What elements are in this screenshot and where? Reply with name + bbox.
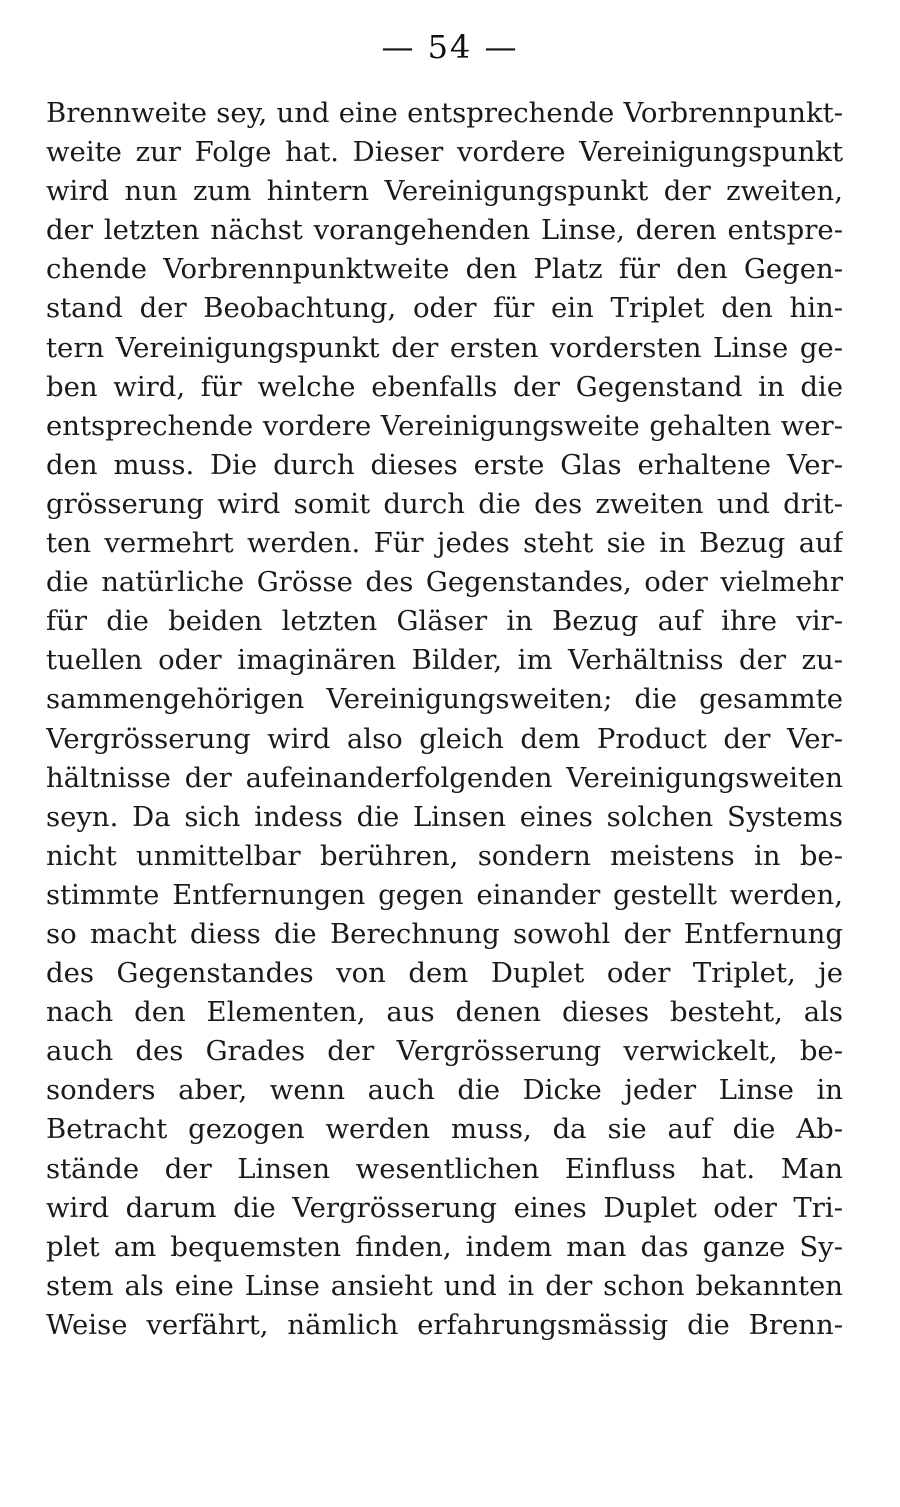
text-line: ten vermehrt werden. Für jedes steht sie in Bezug auf <box>46 527 843 560</box>
text-line: Brennweite sey, und eine entsprechende Vorbrennpunkt- <box>46 97 843 129</box>
text-line: stand der Beobachtung, oder für ein Triplet den hin- <box>46 292 843 325</box>
text-line: des Gegenstandes von dem Duplet oder Triplet, je <box>46 957 843 990</box>
page-number: — 54 — <box>381 28 519 66</box>
text-line: wird darum die Vergrösserung eines Duplet oder Tri- <box>46 1191 843 1224</box>
text-line: tuellen oder imaginären Bilder, im Verhältniss der zu- <box>46 644 843 677</box>
text-line: seyn. Da sich indess die Linsen eines solchen Systems <box>46 800 843 833</box>
text-line: chende Vorbrennpunktweite den Platz für den Gegen- <box>46 253 843 286</box>
body-text <box>46 94 843 1345</box>
text-line: weite zur Folge hat. Dieser vordere Vereinigungspunkt <box>46 136 843 169</box>
text-line: plet am bequemsten finden, indem man das ganze Sy- <box>46 1230 843 1263</box>
text-line: so macht diess die Berechnung sowohl der Entfernung <box>46 917 843 950</box>
text-line: stem als eine Linse ansieht und in der schon bekannten <box>46 1269 843 1302</box>
text-line: nach den Elementen, aus denen dieses besteht, als <box>46 996 843 1029</box>
text-line: für die beiden letzten Gläser in Bezug auf ihre vir- <box>46 605 843 638</box>
text-line: ben wird, für welche ebenfalls der Gegenstand in die <box>46 370 843 403</box>
text-line: wird nun zum hintern Vereinigungspunkt der zweiten, <box>46 175 843 208</box>
text-line: Vergrösserung wird also gleich dem Product der Ver- <box>46 722 843 755</box>
text-line: tern Vereinigungspunkt der ersten vordersten Linse ge- <box>46 331 843 364</box>
text-line: die natürliche Grösse des Gegenstandes, oder vielmehr <box>46 566 843 599</box>
text-line: Weise verfährt, nämlich erfahrungsmässig die Brenn- <box>46 1308 843 1341</box>
text-line: stimmte Entfernungen gegen einander gestellt werden, <box>46 878 843 911</box>
text-line: entsprechende vordere Vereinigungsweite gehalten wer- <box>46 409 843 442</box>
text-line: nicht unmittelbar berühren, sondern meistens in be- <box>46 839 843 872</box>
text-line: auch des Grades der Vergrösserung verwickelt, be- <box>46 1035 843 1068</box>
text-line: sonders aber, wenn auch die Dicke jeder Linse in <box>46 1074 843 1107</box>
text-line: stände der Linsen wesentlichen Einfluss hat. Man <box>46 1152 843 1185</box>
text-line: hältnisse der aufeinanderfolgenden Vereinigungsweiten <box>46 761 843 794</box>
text-line: sammengehörigen Vereinigungsweiten; die gesammte <box>46 683 843 716</box>
text-line: grösserung wird somit durch die des zweiten und drit- <box>46 487 843 520</box>
text-line: der letzten nächst vorangehenden Linse, deren entspre- <box>46 214 843 247</box>
text-line: den muss. Die durch dieses erste Glas erhaltene Ver- <box>46 448 843 481</box>
text-line: Betracht gezogen werden muss, da sie auf die Ab- <box>46 1113 843 1146</box>
